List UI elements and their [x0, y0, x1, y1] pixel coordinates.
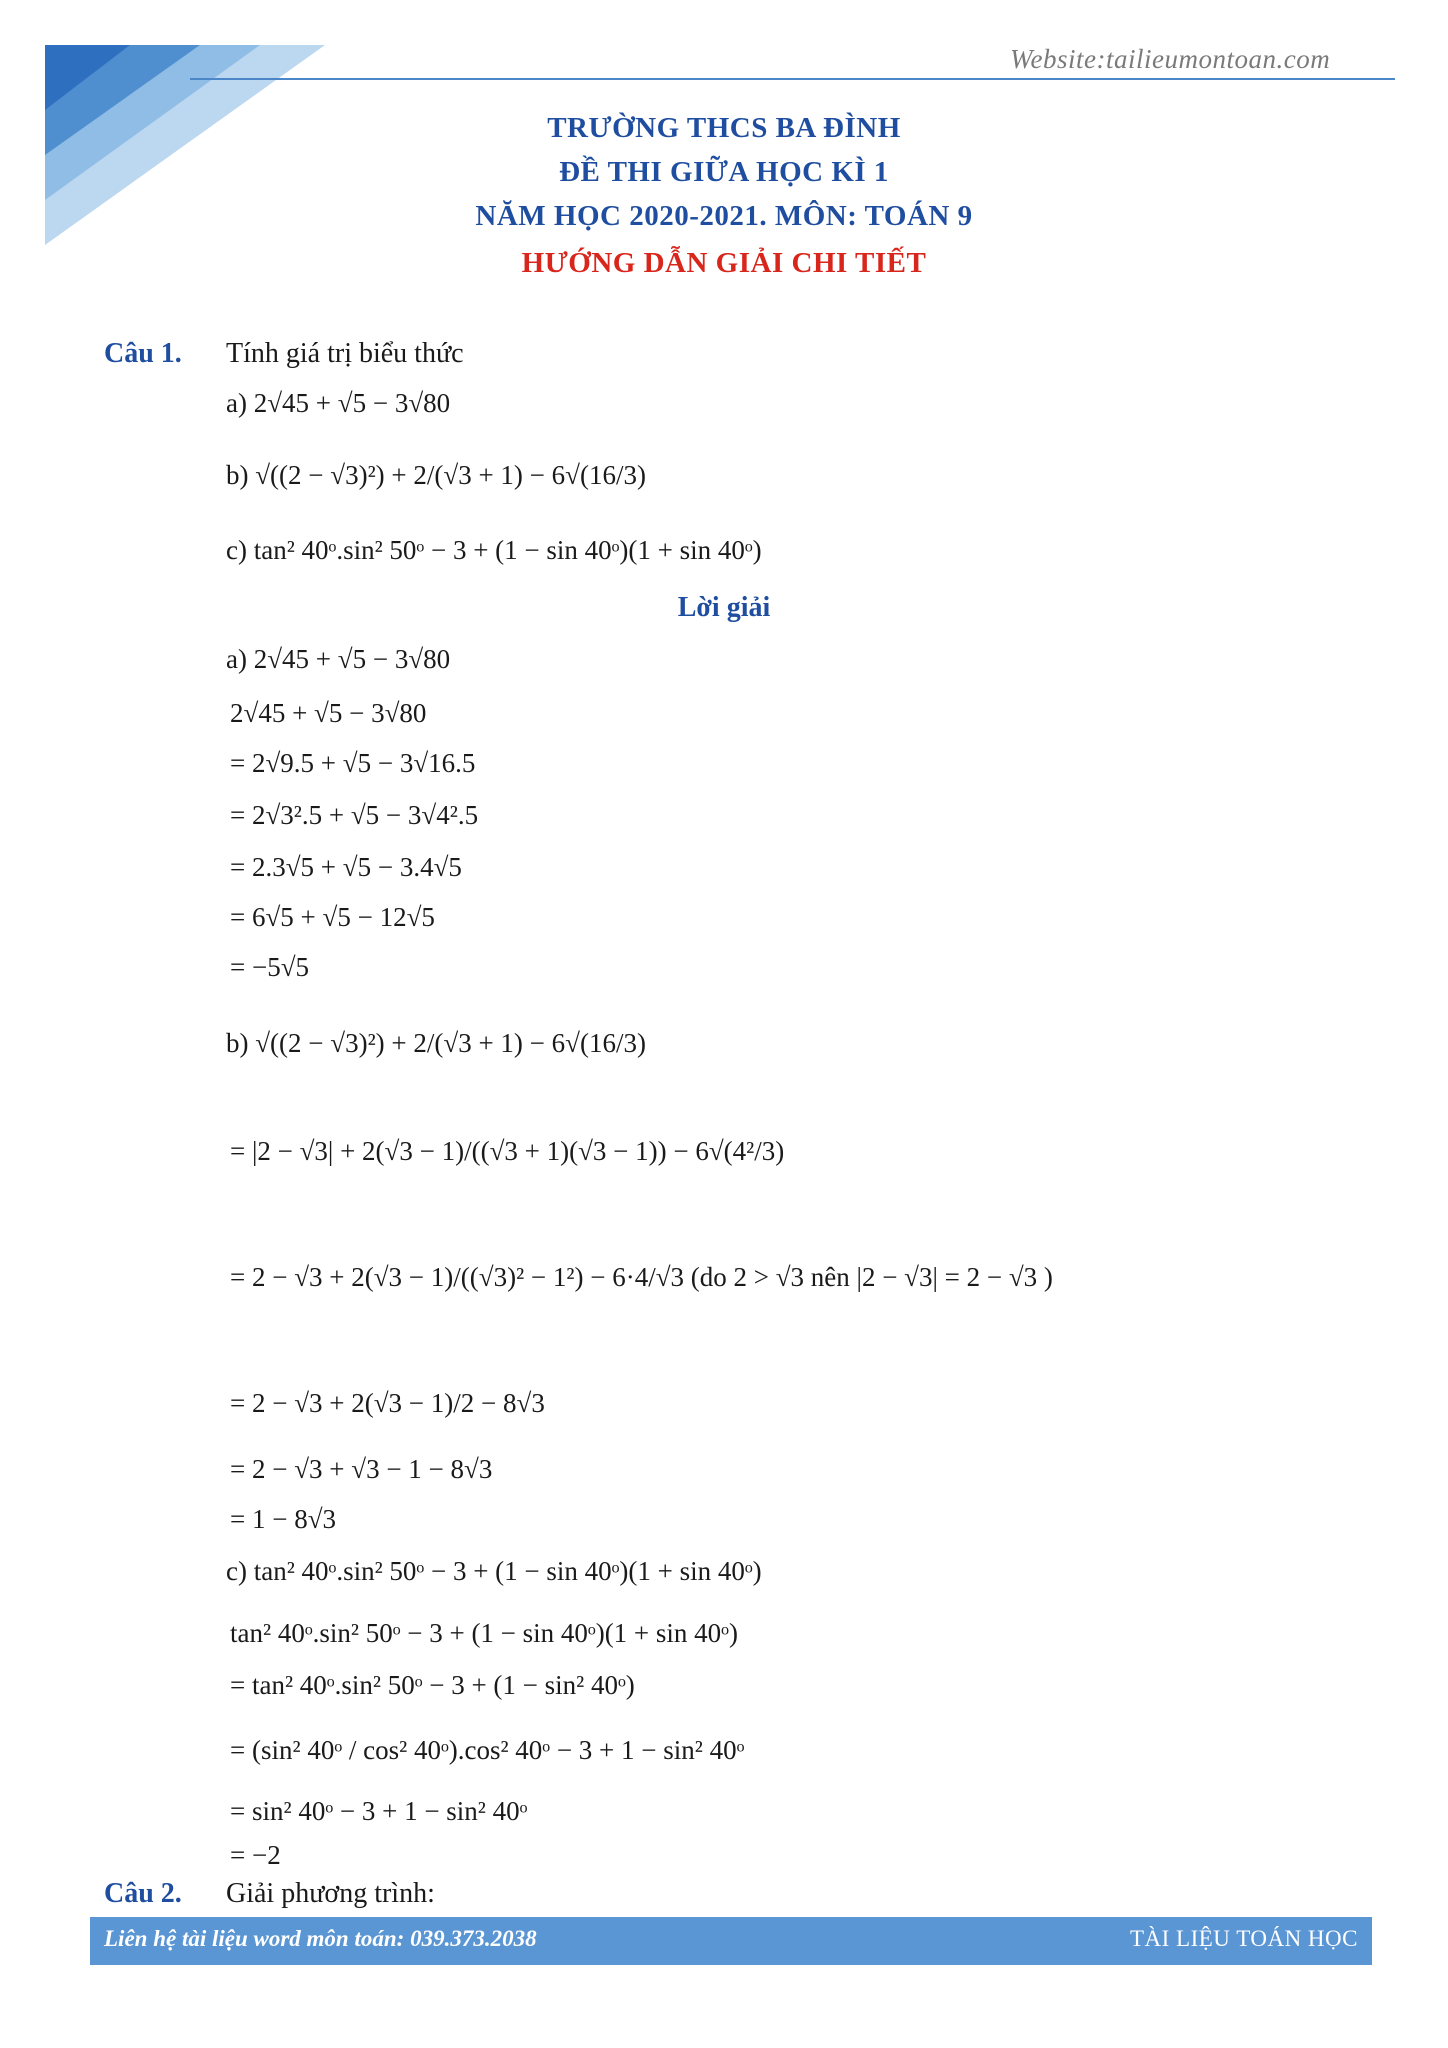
- problem-a: a) 2√45 + √5 − 3√80: [226, 388, 451, 418]
- header-rule: [190, 78, 1395, 80]
- footer-contact: Liên hệ tài liệu word môn toán: 039.373.2038: [104, 1926, 537, 1951]
- sol-b-line: = 2 − √3 + √3 − 1 − 8√3: [230, 1454, 493, 1484]
- sol-a-line: 2√45 + √5 − 3√80: [230, 698, 427, 728]
- sol-a-line: = 2√9.5 + √5 − 3√16.5: [230, 748, 476, 778]
- sol-c-line: tan² 40ᵒ.sin² 50ᵒ − 3 + (1 − sin 40ᵒ)(1 + sin 40ᵒ): [230, 1618, 738, 1648]
- sol-c-line: = sin² 40ᵒ − 3 + 1 − sin² 40ᵒ: [230, 1796, 528, 1826]
- sol-b-line: = 2 − √3 + 2(√3 − 1)/((√3)² − 1²) − 6·4/√3 (do 2 > √3 nên |2 − √3| = 2 − √3 ): [230, 1262, 1053, 1292]
- sol-b-line: b) √((2 − √3)²) + 2/(√3 + 1) − 6√(16/3): [226, 1028, 646, 1058]
- sol-c-line: = tan² 40ᵒ.sin² 50ᵒ − 3 + (1 − sin² 40ᵒ): [230, 1670, 635, 1700]
- solution-title: Lời giải: [677, 592, 771, 623]
- sol-c-line: = (sin² 40ᵒ / cos² 40ᵒ).cos² 40ᵒ − 3 + 1 − sin² 40ᵒ: [230, 1735, 745, 1765]
- sol-b-line: = 1 − 8√3: [230, 1504, 337, 1534]
- problem-b: b) √((2 − √3)²) + 2/(√3 + 1) − 6√(16/3): [226, 460, 646, 490]
- year-subject: NĂM HỌC 2020-2021. MÔN: TOÁN 9: [475, 200, 973, 232]
- sol-c-line: = −2: [230, 1840, 281, 1870]
- sol-b-line: = 2 − √3 + 2(√3 − 1)/2 − 8√3: [230, 1388, 545, 1418]
- problem-c: c) tan² 40ᵒ.sin² 50ᵒ − 3 + (1 − sin 40ᵒ)(1 + sin 40ᵒ): [226, 535, 762, 565]
- question-2-label: Câu 2.: [104, 1878, 182, 1909]
- exam-title: ĐỀ THI GIỮA HỌC KÌ 1: [559, 156, 889, 188]
- sol-a-line: = 2√3².5 + √5 − 3√4².5: [230, 800, 479, 830]
- sol-a-line: = 2.3√5 + √5 − 3.4√5: [230, 852, 462, 882]
- footer-bar: [90, 1917, 1372, 1965]
- sol-a-line: = −5√5: [230, 952, 310, 982]
- sol-a-line: = 6√5 + √5 − 12√5: [230, 902, 435, 932]
- question-2-text: Giải phương trình:: [226, 1878, 435, 1909]
- question-1-label: Câu 1.: [104, 338, 182, 369]
- sol-a-line: a) 2√45 + √5 − 3√80: [226, 644, 451, 674]
- sol-b-line: = |2 − √3| + 2(√3 − 1)/((√3 + 1)(√3 − 1)) − 6√(4²/3): [230, 1136, 785, 1166]
- sol-c-line: c) tan² 40ᵒ.sin² 50ᵒ − 3 + (1 − sin 40ᵒ)(1 + sin 40ᵒ): [226, 1556, 762, 1586]
- question-1-text: Tính giá trị biểu thức: [226, 338, 464, 369]
- school-name: TRƯỜNG THCS BA ĐÌNH: [547, 112, 901, 144]
- footer-brand: TÀI LIỆU TOÁN HỌC: [1129, 1926, 1358, 1951]
- website-url: Website:tailieumontoan.com: [1010, 44, 1331, 74]
- guide-title: HƯỚNG DẪN GIẢI CHI TIẾT: [521, 247, 927, 279]
